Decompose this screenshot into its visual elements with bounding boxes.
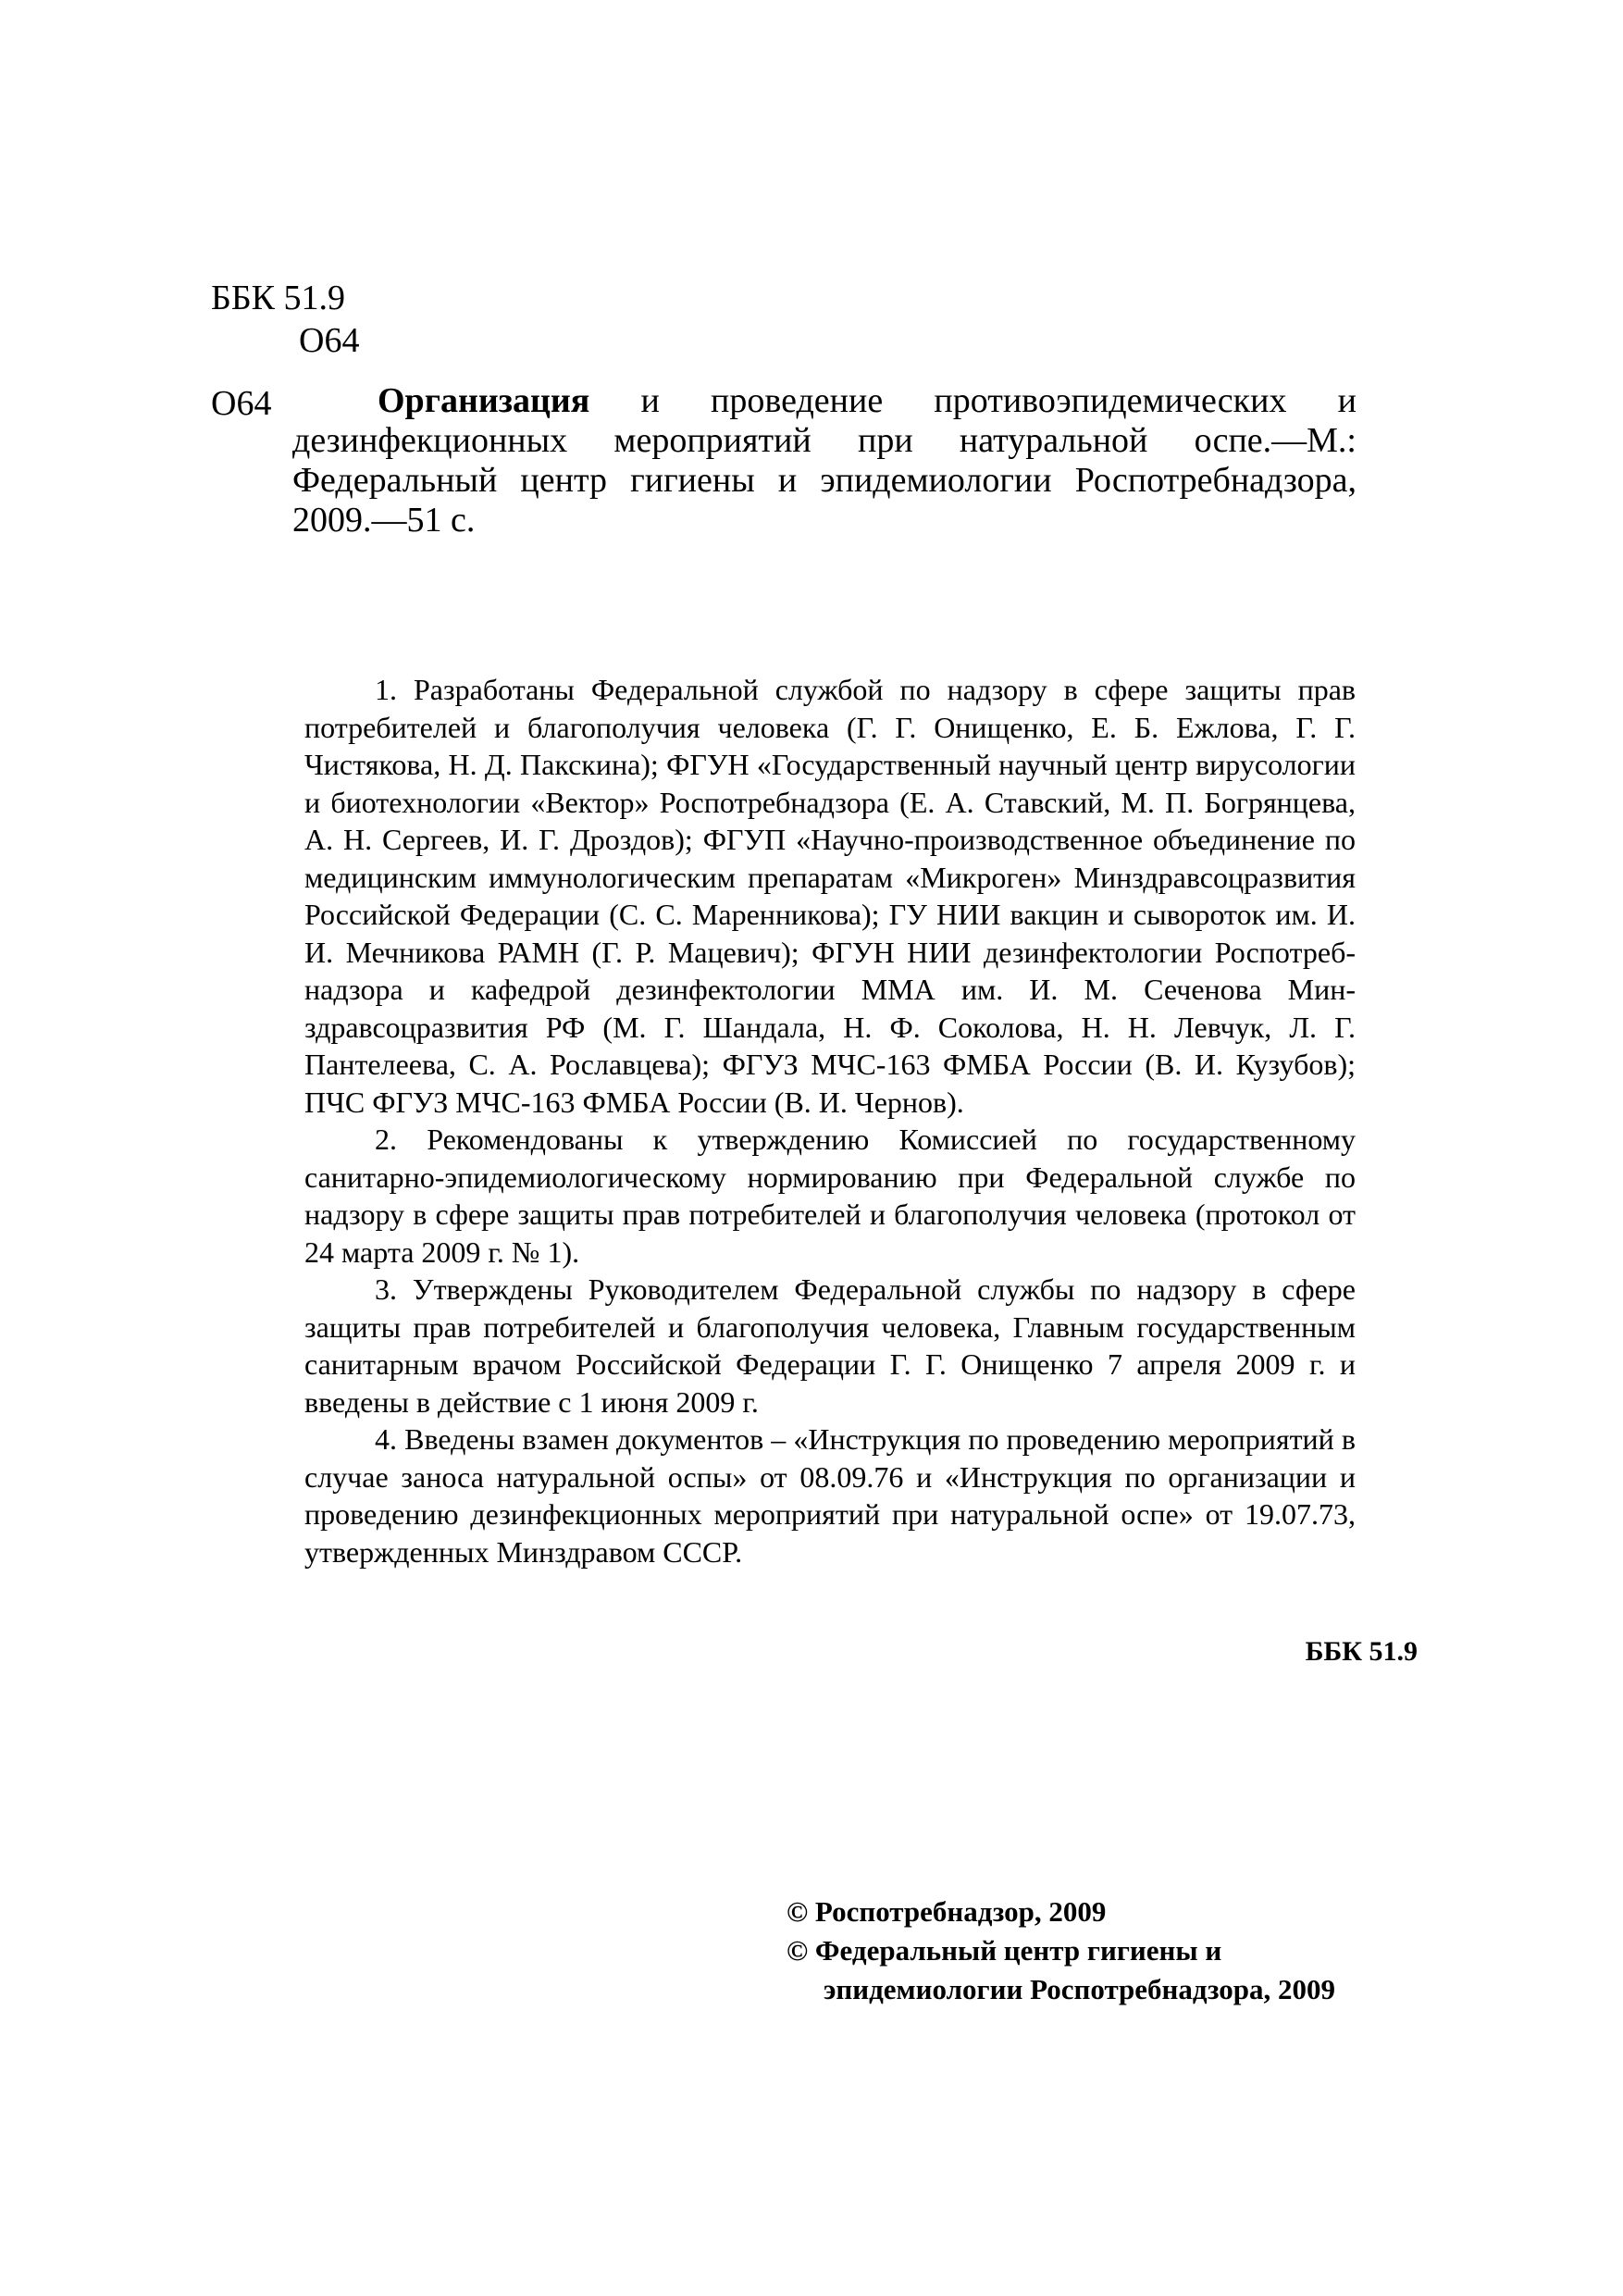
imprint-item: 1. Разработаны Федеральной службой по надзору в сфере защиты прав потребителей и благополучия человека (Г. Г. Онищенко, Е. Б. Ежлова, Г. Г. Чистякова, Н. Д. Пакскина); ФГУН «Государственный научный центр вирусологии и биотехнологии «Вектор» Роспотребнадзора (Е. А. Ставский, М. П. Богрянцева, А. Н. Сергеев, И. Г. Дроздов); ФГУП «Научно-производственное объединение по медицинским иммунологическим препаратам «Микроген» Минздравсоцразвития Российской Федерации (С. С. Маренникова); ГУ НИИ вакцин и сывороток им. И. И. Мечникова РАМН (Г. Р. Мацевич); ФГУН НИИ дезинфектологии Роспотребнадзора и кафедрой дезинфектологии ММА им. И. М. Сеченова Минздравсоцразвития РФ (М. Г. Шандала, Н. Ф. Соколова, Н. Н. Левчук, Л. Г. Пантелеева, С. А. Рославцева); ФГУЗ МЧС-163 ФМБА России (В. И. Кузубов); ПЧС ФГУЗ МЧС-163 ФМБА России (В. И. Чернов). (304, 673, 1356, 1119)
copyright-line: эпидемиологии Роспотребнадзора, 2009 (824, 1973, 1335, 2005)
author-sign-header: О64 (299, 321, 360, 360)
copyright-line: © Роспотребнадзор, 2009 (787, 1895, 1107, 1928)
bbk-index: ББК 51.9 (211, 279, 345, 317)
imprint-item: 3. Утверждены Руководителем Федеральной службы по надзору в сфере защиты прав потребителей и благополучия человека, Главным государственным санитарным врачом Российской Федерации Г. Г. Онищенко 7 апреля 2009 г. и введены в действие с 1 июня 2009 г. (304, 1272, 1356, 1419)
author-sign-label: О64 (211, 384, 272, 423)
imprint-item: 2. Рекомендованы к утверждению Комиссией по государственному санитарно-эпидемиологическому нормированию при Федеральной службе по надзору в сфере защиты прав потребителей и благополучия человека (протокол от 24 марта 2009 г. № 1). (304, 1123, 1356, 1269)
bibliographic-title-word: Организация (378, 381, 590, 420)
footer-bbk-index: ББК 51.9 (1305, 1636, 1418, 1667)
copyright-line: © Федеральный центр гигиены и (787, 1934, 1222, 1967)
copyright-block (787, 1893, 1335, 2009)
imprint-item: 4. Введены взамен документов – «Инструкция по проведению мероприятий в случае заноса натуральной оспы» от 08.09.76 и «Инструкция по организации и проведению дезинфекционных мероприятий при натуральной оспе» от 19.07.73, утвержденных Минздравом СССР. (304, 1422, 1356, 1569)
bibliographic-text: и проведение противоэпидемических и дезинфекционных мероприятий при натуральной оспе.—М.: Федеральный центр гигиены и эпидемиологии Роспотребнадзора, 2009.—51 с. (292, 381, 1357, 540)
imprint-items (304, 671, 1356, 1570)
bibliographic-record (292, 381, 1357, 540)
